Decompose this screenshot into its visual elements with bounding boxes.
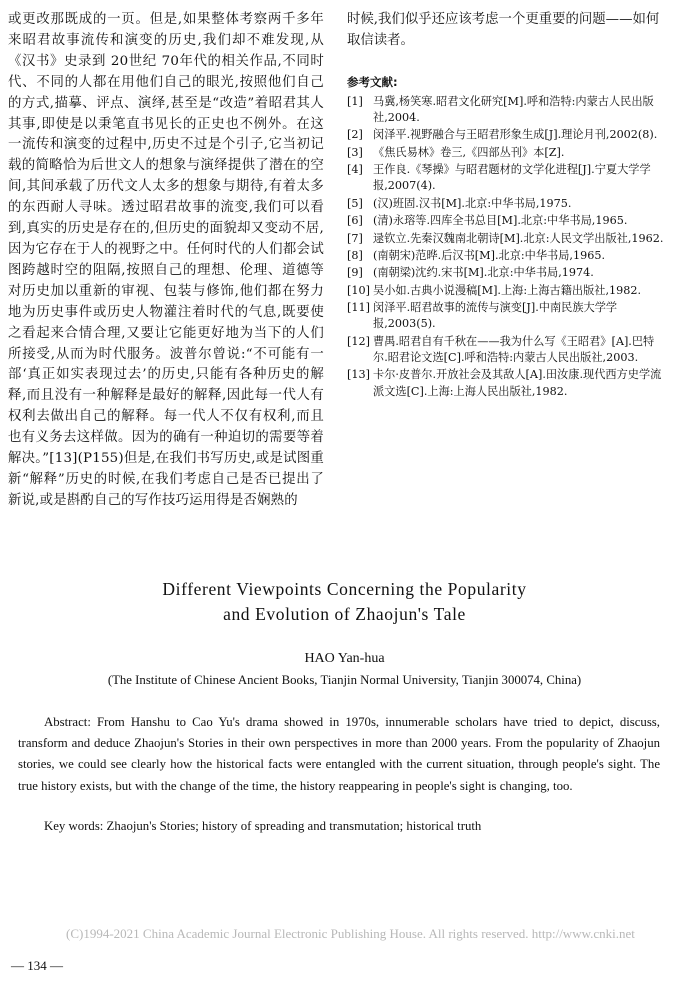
reference-number: [6]: [347, 214, 363, 228]
reference-text: 王作良.《琴操》与昭君题材的文学化进程[J].宁夏大学学报,2007(4).: [373, 163, 651, 193]
reference-text: 闵泽平.昭君故事的流传与演变[J].中南民族大学学报,2003(5).: [373, 301, 618, 331]
reference-number: [5]: [347, 196, 363, 210]
reference-text: (南朝梁)沈约.宋书[M].北京:中华书局,1974.: [373, 266, 594, 280]
reference-item: [347, 334, 667, 366]
reference-text: 《焦氏易林》卷三,《四部丛刊》本[Z].: [373, 145, 565, 159]
reference-text: 曹禺.昭君自有千秋在——我为什么写《王昭君》[A].巴特尔.昭君论文选[C].呼和浩特:内蒙古人民出版社,2003.: [373, 334, 655, 364]
body-paragraph: 或更改那既成的一页。但是,如果整体考察两千多年来昭君故事流传和演变的历史,我们却不难发现,从《汉书》史录到 20世纪 70年代的相关作品,不同时代、不同的人都在用他们自己的眼光,按照他们自己的方式,描摹、评点、演绎,甚至是“改造”着昭君其人其事,即使是以秉笔直书见长的正史也不例外。在这一流传和演变的过程中,历史不过是个引子,它当初记载的简略恰为后世文人的想象与演绎提供了潜在的空间,其间承载了历代文人太多的想象与期待,有着太多的东西耐人寻味。透过昭君故事的流变,我们可以看到,真实的历史是存在的,但历史的面貌却又变动不居,因为它存在于人的视野之中。任何时代的人们都会试图跨越时空的阻隔,按照自己的理想、伦理、道德等对历史加以重新的审视、包装与修饰,他们都在努力地为历史事件或历史人物灌注着时代的气息,既要使之看起来合情合理,又要让它能更好地为当下的人们所接受,从而为时代服务。波普尔曾说:“不可能有一部‘真正如实表现过去’的历史,只能有各种历史的解释,而且没有一种解释是最好的解释,因此每一代人有权利去做出自己的解释。每一代人不仅有权利,而且也有义务去这样做。因为的确有一种迫切的需要等着解决。”[13](P155)但是,在我们书写历史,或是试图重新“解释”历史的时候,在我们考虑自己是否已提出了新说,或是斟酌自己的写作技巧运用得是否娴熟的: [8, 12, 324, 508]
reference-number: [2]: [347, 128, 363, 142]
reference-text: 逯钦立.先秦汉魏南北朝诗[M].北京:人民文学出版社,1962.: [373, 231, 664, 245]
reference-item: [347, 248, 667, 264]
english-keywords: Key words: Zhaojun's Stories; history of spreading and transmutation; historical truth: [44, 819, 482, 833]
reference-item: [347, 94, 667, 126]
reference-number: [8]: [347, 248, 363, 262]
english-title-line-1: Different Viewpoints Concerning the Popularity: [162, 579, 527, 599]
reference-item: [347, 367, 667, 399]
reference-item: [347, 213, 667, 229]
body-continuation: 时候,我们似乎还应该考虑一个更重要的问题——如何取信读者。: [347, 12, 660, 48]
english-title: [0, 577, 689, 627]
reference-item: [347, 265, 667, 281]
references-list: [347, 94, 667, 400]
reference-item: [347, 127, 667, 143]
reference-number: [11]: [347, 301, 370, 315]
reference-number: [12]: [347, 334, 370, 348]
copyright-footer: (C)1994-2021 China Academic Journal Electronic Publishing House. All rights reserved. http://www.cnki.net: [66, 926, 635, 941]
english-abstract: Abstract: From Hanshu to Cao Yu's drama showed in 1970s, innumerable scholars have tried to depict, discuss, transform and deduce Zhaojun's Stories in their own perspectives in more than 2000 years. From the popularity of Zhaojun stories, we could see clearly how the historical facts were entangled with the current situation, through people's sight. The true history exists, but with the change of the time, the history reappearing in people's sight is changing, too.: [18, 715, 660, 793]
reference-number: [13]: [347, 368, 370, 382]
reference-number: [3]: [347, 145, 363, 159]
reference-text: 吴小如.古典小说漫稿[M].上海:上海古籍出版社,1982.: [373, 283, 642, 297]
reference-item: [347, 300, 667, 332]
references-heading: 参考文献:: [347, 74, 398, 89]
reference-number: [10]: [347, 283, 370, 297]
reference-text: 卡尔·皮普尔.开放社会及其敌人[A].田汝康.现代西方史学流派文选[C].上海:上海人民出版社,1982.: [373, 368, 662, 398]
reference-text: 马冀,杨笑寒.昭君文化研究[M].呼和浩特:内蒙古人民出版社,2004.: [373, 94, 654, 125]
english-title-line-2: and Evolution of Zhaojun's Tale: [223, 604, 466, 624]
reference-item: [347, 162, 667, 194]
right-column: [347, 10, 667, 401]
page-number: — 134 —: [11, 958, 63, 973]
english-affiliation: (The Institute of Chinese Ancient Books, Tianjin Normal University, Tianjin 300074, China): [107, 673, 582, 687]
reference-number: [1]: [347, 94, 363, 108]
reference-text: (汉)班固.汉书[M].北京:中华书局,1975.: [373, 196, 572, 210]
reference-item: [347, 196, 667, 212]
left-column-body: [8, 10, 324, 512]
reference-text: 闵泽平.视野融合与王昭君形象生成[J].理论月刊,2002(8).: [373, 128, 658, 142]
reference-number: [9]: [347, 266, 363, 280]
reference-text: (清)永瑢等.四库全书总目[M].北京:中华书局,1965.: [373, 214, 628, 228]
reference-number: [4]: [347, 163, 363, 177]
reference-item: [347, 145, 667, 161]
reference-item: [347, 231, 667, 247]
reference-item: [347, 283, 667, 299]
reference-number: [7]: [347, 231, 363, 245]
english-author: HAO Yan-hua: [304, 651, 385, 666]
reference-text: (南朝宋)范晔.后汉书[M].北京:中华书局,1965.: [373, 248, 606, 262]
